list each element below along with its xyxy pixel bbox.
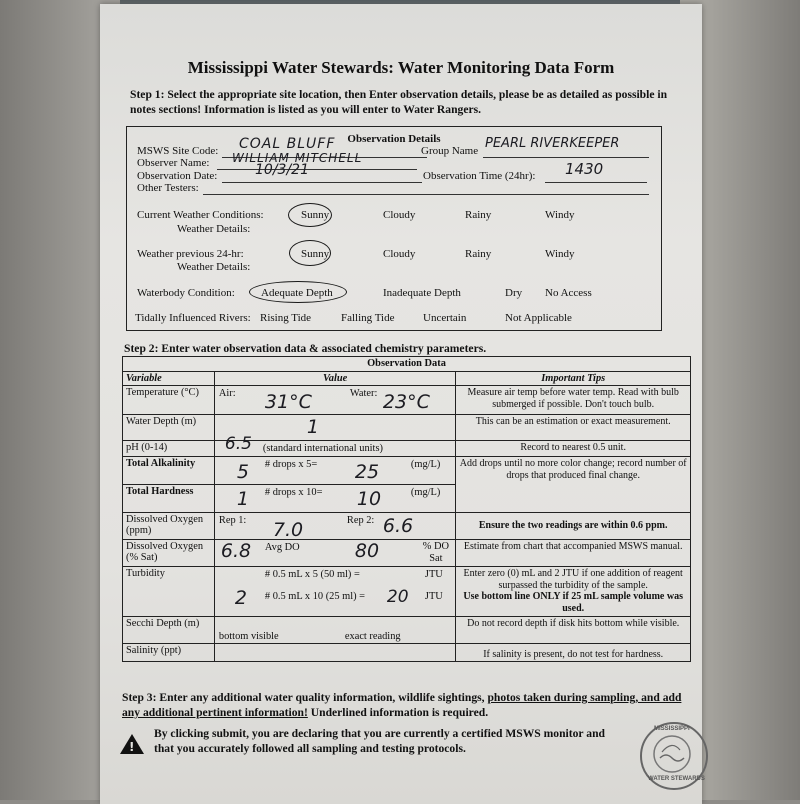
tidal-rivers-label: Tidally Influenced Rivers:: [135, 312, 251, 324]
previous-weather-details-label: Weather Details:: [177, 261, 251, 273]
group-name-value[interactable]: PEARL RIVERKEEPER: [485, 136, 620, 151]
turbidity-line1-unit: JTU: [424, 569, 443, 580]
alkalinity-value-cell: [214, 457, 455, 485]
observation-data-caption: Observation Data: [123, 357, 691, 372]
ph-value-cell: [214, 434, 455, 457]
alkalinity-label: Total Alkalinity: [123, 457, 215, 485]
turbidity-tip-cell: [456, 567, 691, 617]
ph-tip: Record to nearest 0.5 unit.: [456, 441, 691, 457]
hardness-drops[interactable]: 1: [236, 488, 249, 510]
observation-time-label: Observation Time (24hr):: [423, 170, 536, 182]
do-ppm-value-cell: [214, 513, 455, 540]
hardness-value-cell: [214, 485, 455, 513]
previous-weather-rainy[interactable]: Rainy: [465, 248, 492, 260]
other-testers-label: Other Testers:: [137, 182, 199, 194]
group-name-label: Group Name: [421, 145, 479, 157]
rep2-value[interactable]: 6.6: [382, 515, 414, 537]
turbidity-line2-unit: JTU: [424, 591, 443, 602]
observation-data-table: [122, 356, 691, 662]
alkalinity-unit: (mg/L): [410, 459, 441, 470]
hardness-mult: # drops x 10=: [264, 487, 323, 498]
tidal-not-applicable[interactable]: Not Applicable: [505, 312, 572, 324]
alkalinity-drops[interactable]: 5: [236, 461, 249, 483]
turbidity-tip-bold: Use bottom line ONLY if 25 mL sample volume was used.: [463, 591, 683, 614]
turbidity-line2-value[interactable]: 20: [386, 587, 409, 607]
temperature-label: Temperature (°C): [123, 386, 215, 415]
hardness-result[interactable]: 10: [356, 488, 382, 510]
alkalinity-tip: Add drops until no more color change; record number of drops that produced final change.: [456, 457, 691, 513]
water-depth-label: Water Depth (m): [123, 415, 215, 441]
temperature-tip: Measure air temp before water temp. Read with bulb submerged if possible. Don't touch bulb.: [456, 386, 691, 415]
seal-top-text: MISSISSIPPI: [654, 726, 690, 732]
current-weather-sunny-circle: [288, 203, 332, 227]
water-depth-value[interactable]: 1: [306, 416, 319, 438]
turbidity-drops[interactable]: 2: [234, 587, 247, 609]
do-ppm-label: Dissolved Oxygen (ppm): [123, 513, 215, 540]
observer-name-label: Observer Name:: [137, 157, 210, 169]
secchi-bottom-visible[interactable]: bottom visible: [218, 631, 279, 642]
air-label: Air:: [218, 388, 236, 399]
secchi-label: Secchi Depth (m): [123, 617, 215, 644]
table-row-do-sat: [123, 540, 691, 567]
do-ppm-tip: Ensure the two readings are within 0.6 ppm.: [456, 513, 691, 540]
current-weather-details-label: Weather Details:: [177, 223, 251, 235]
alkalinity-result[interactable]: 25: [354, 461, 380, 483]
msws-seal-logo: [640, 722, 708, 790]
tidal-uncertain[interactable]: Uncertain: [423, 312, 467, 324]
site-code-label: MSWS Site Code:: [137, 145, 219, 157]
observation-details-box: [126, 126, 662, 331]
ph-unit: (standard international units): [262, 443, 383, 454]
tidal-rising-tide[interactable]: Rising Tide: [260, 312, 312, 324]
secchi-tip: Do not record depth if disk hits bottom while visible.: [456, 617, 691, 644]
salinity-value-cell[interactable]: [214, 644, 455, 662]
salinity-tip: If salinity is present, do not test for hardness.: [456, 644, 691, 662]
site-code-value[interactable]: COAL BLUFF: [239, 136, 336, 152]
current-weather-label: Current Weather Conditions:: [137, 209, 264, 221]
water-label: Water:: [349, 388, 378, 399]
observation-date-value[interactable]: 10/3/21: [255, 162, 309, 178]
seal-bottom-text: WATER STEWARDS: [648, 776, 705, 782]
waterbody-adequate-depth[interactable]: Adequate Depth: [261, 287, 333, 299]
do-sat-label: Dissolved Oxygen (% Sat): [123, 540, 215, 567]
avg-do-value[interactable]: 6.8: [220, 540, 252, 562]
air-temp-value[interactable]: 31°C: [264, 391, 312, 413]
observation-date-label: Observation Date:: [137, 170, 218, 182]
turbidity-label: Turbidity: [123, 567, 215, 617]
observation-details-title: Observation Details: [347, 133, 441, 145]
waterbody-inadequate-depth[interactable]: Inadequate Depth: [383, 287, 461, 299]
water-depth-tip: This can be an estimation or exact measurement.: [456, 415, 691, 441]
water-temp-value[interactable]: 23°C: [382, 391, 430, 413]
step1-instructions: Step 1: Select the appropriate site location, then Enter observation details, please be as detailed as possible in notes sections! Information is listed as you will enter to Water Rangers.: [130, 88, 668, 116]
current-weather-sunny[interactable]: Sunny: [301, 209, 330, 221]
do-sat-value[interactable]: 80: [354, 540, 380, 562]
table-row-secchi: [123, 617, 691, 644]
previous-weather-label: Weather previous 24-hr:: [137, 248, 244, 260]
temperature-value-cell: [214, 386, 455, 415]
previous-weather-windy[interactable]: Windy: [545, 248, 575, 260]
observer-name-value[interactable]: WILLIAM MITCHELL: [232, 151, 363, 165]
table-row-turbidity: [123, 567, 691, 617]
turbidity-tip: Enter zero (0) mL and 2 JTU if one addition of reagent surpassed the turbidity of the sample.: [463, 568, 683, 591]
previous-weather-sunny[interactable]: Sunny: [301, 248, 330, 260]
table-row-ph: [123, 441, 691, 457]
step3-underlined: photos taken during sampling, and add any additional pertinent information!: [122, 691, 682, 719]
secchi-value-cell: [214, 617, 455, 644]
do-sat-unit: % DO Sat: [422, 541, 450, 564]
waterbody-adequate-depth-circle: [249, 281, 347, 303]
header-value: Value: [214, 372, 455, 386]
hardness-label: Total Hardness: [123, 485, 215, 513]
rep1-value[interactable]: 7.0: [272, 519, 304, 541]
declaration-text: By clicking submit, you are declaring that you are currently a certified MSWS monitor and that you accurately followed all sampling and testing protocols.: [154, 727, 605, 755]
form-title: Mississippi Water Stewards: Water Monitoring Data Form: [187, 58, 615, 77]
observation-time-value[interactable]: 1430: [565, 160, 604, 178]
step2-instructions: Step 2: Enter water observation data & associated chemistry parameters.: [124, 342, 487, 355]
header-important-tips: Important Tips: [456, 372, 691, 386]
step3-text-a: Step 3: Enter any additional water quality information, wildlife sightings,: [122, 691, 488, 704]
turbidity-value-cell: [214, 567, 455, 617]
turbidity-line1: # 0.5 mL x 5 (50 ml) =: [264, 569, 360, 580]
table-row-alkalinity: [123, 457, 691, 485]
form-paper: [100, 4, 705, 804]
previous-weather-cloudy[interactable]: Cloudy: [383, 248, 416, 260]
alkalinity-mult: # drops x 5=: [264, 459, 318, 470]
secchi-exact-reading[interactable]: exact reading: [344, 631, 401, 642]
do-sat-value-cell: [214, 540, 455, 567]
current-weather-cloudy[interactable]: Cloudy: [383, 209, 416, 221]
ph-label: pH (0-14): [123, 441, 215, 457]
table-row-do-ppm: [123, 513, 691, 540]
waterbody-no-access[interactable]: No Access: [545, 287, 592, 299]
do-sat-tip: Estimate from chart that accompanied MSWS manual.: [456, 540, 691, 567]
header-variable: Variable: [123, 372, 215, 386]
turbidity-line2: # 0.5 mL x 10 (25 ml) =: [264, 591, 366, 602]
waterbody-condition-label: Waterbody Condition:: [137, 287, 235, 299]
step3-instructions: [122, 690, 682, 720]
previous-weather-sunny-circle: [289, 240, 331, 266]
table-row-salinity: [123, 644, 691, 662]
tidal-falling-tide[interactable]: Falling Tide: [341, 312, 395, 324]
waterbody-dry[interactable]: Dry: [505, 287, 523, 299]
other-testers-line: [203, 182, 649, 195]
table-row-temperature: [123, 386, 691, 415]
warning-exclamation-icon: !: [129, 740, 135, 754]
hardness-unit: (mg/L): [410, 487, 441, 498]
step3-text-b: Underlined information is required.: [307, 706, 489, 719]
salinity-label: Salinity (ppt): [123, 644, 215, 662]
current-weather-rainy[interactable]: Rainy: [465, 209, 492, 221]
current-weather-windy[interactable]: Windy: [545, 209, 575, 221]
rep1-label: Rep 1:: [218, 515, 247, 526]
table-row-water-depth: [123, 415, 691, 441]
ph-value[interactable]: 6.5: [224, 434, 252, 454]
avg-do-label: Avg DO: [264, 542, 300, 553]
rep2-label: Rep 2:: [346, 515, 375, 526]
